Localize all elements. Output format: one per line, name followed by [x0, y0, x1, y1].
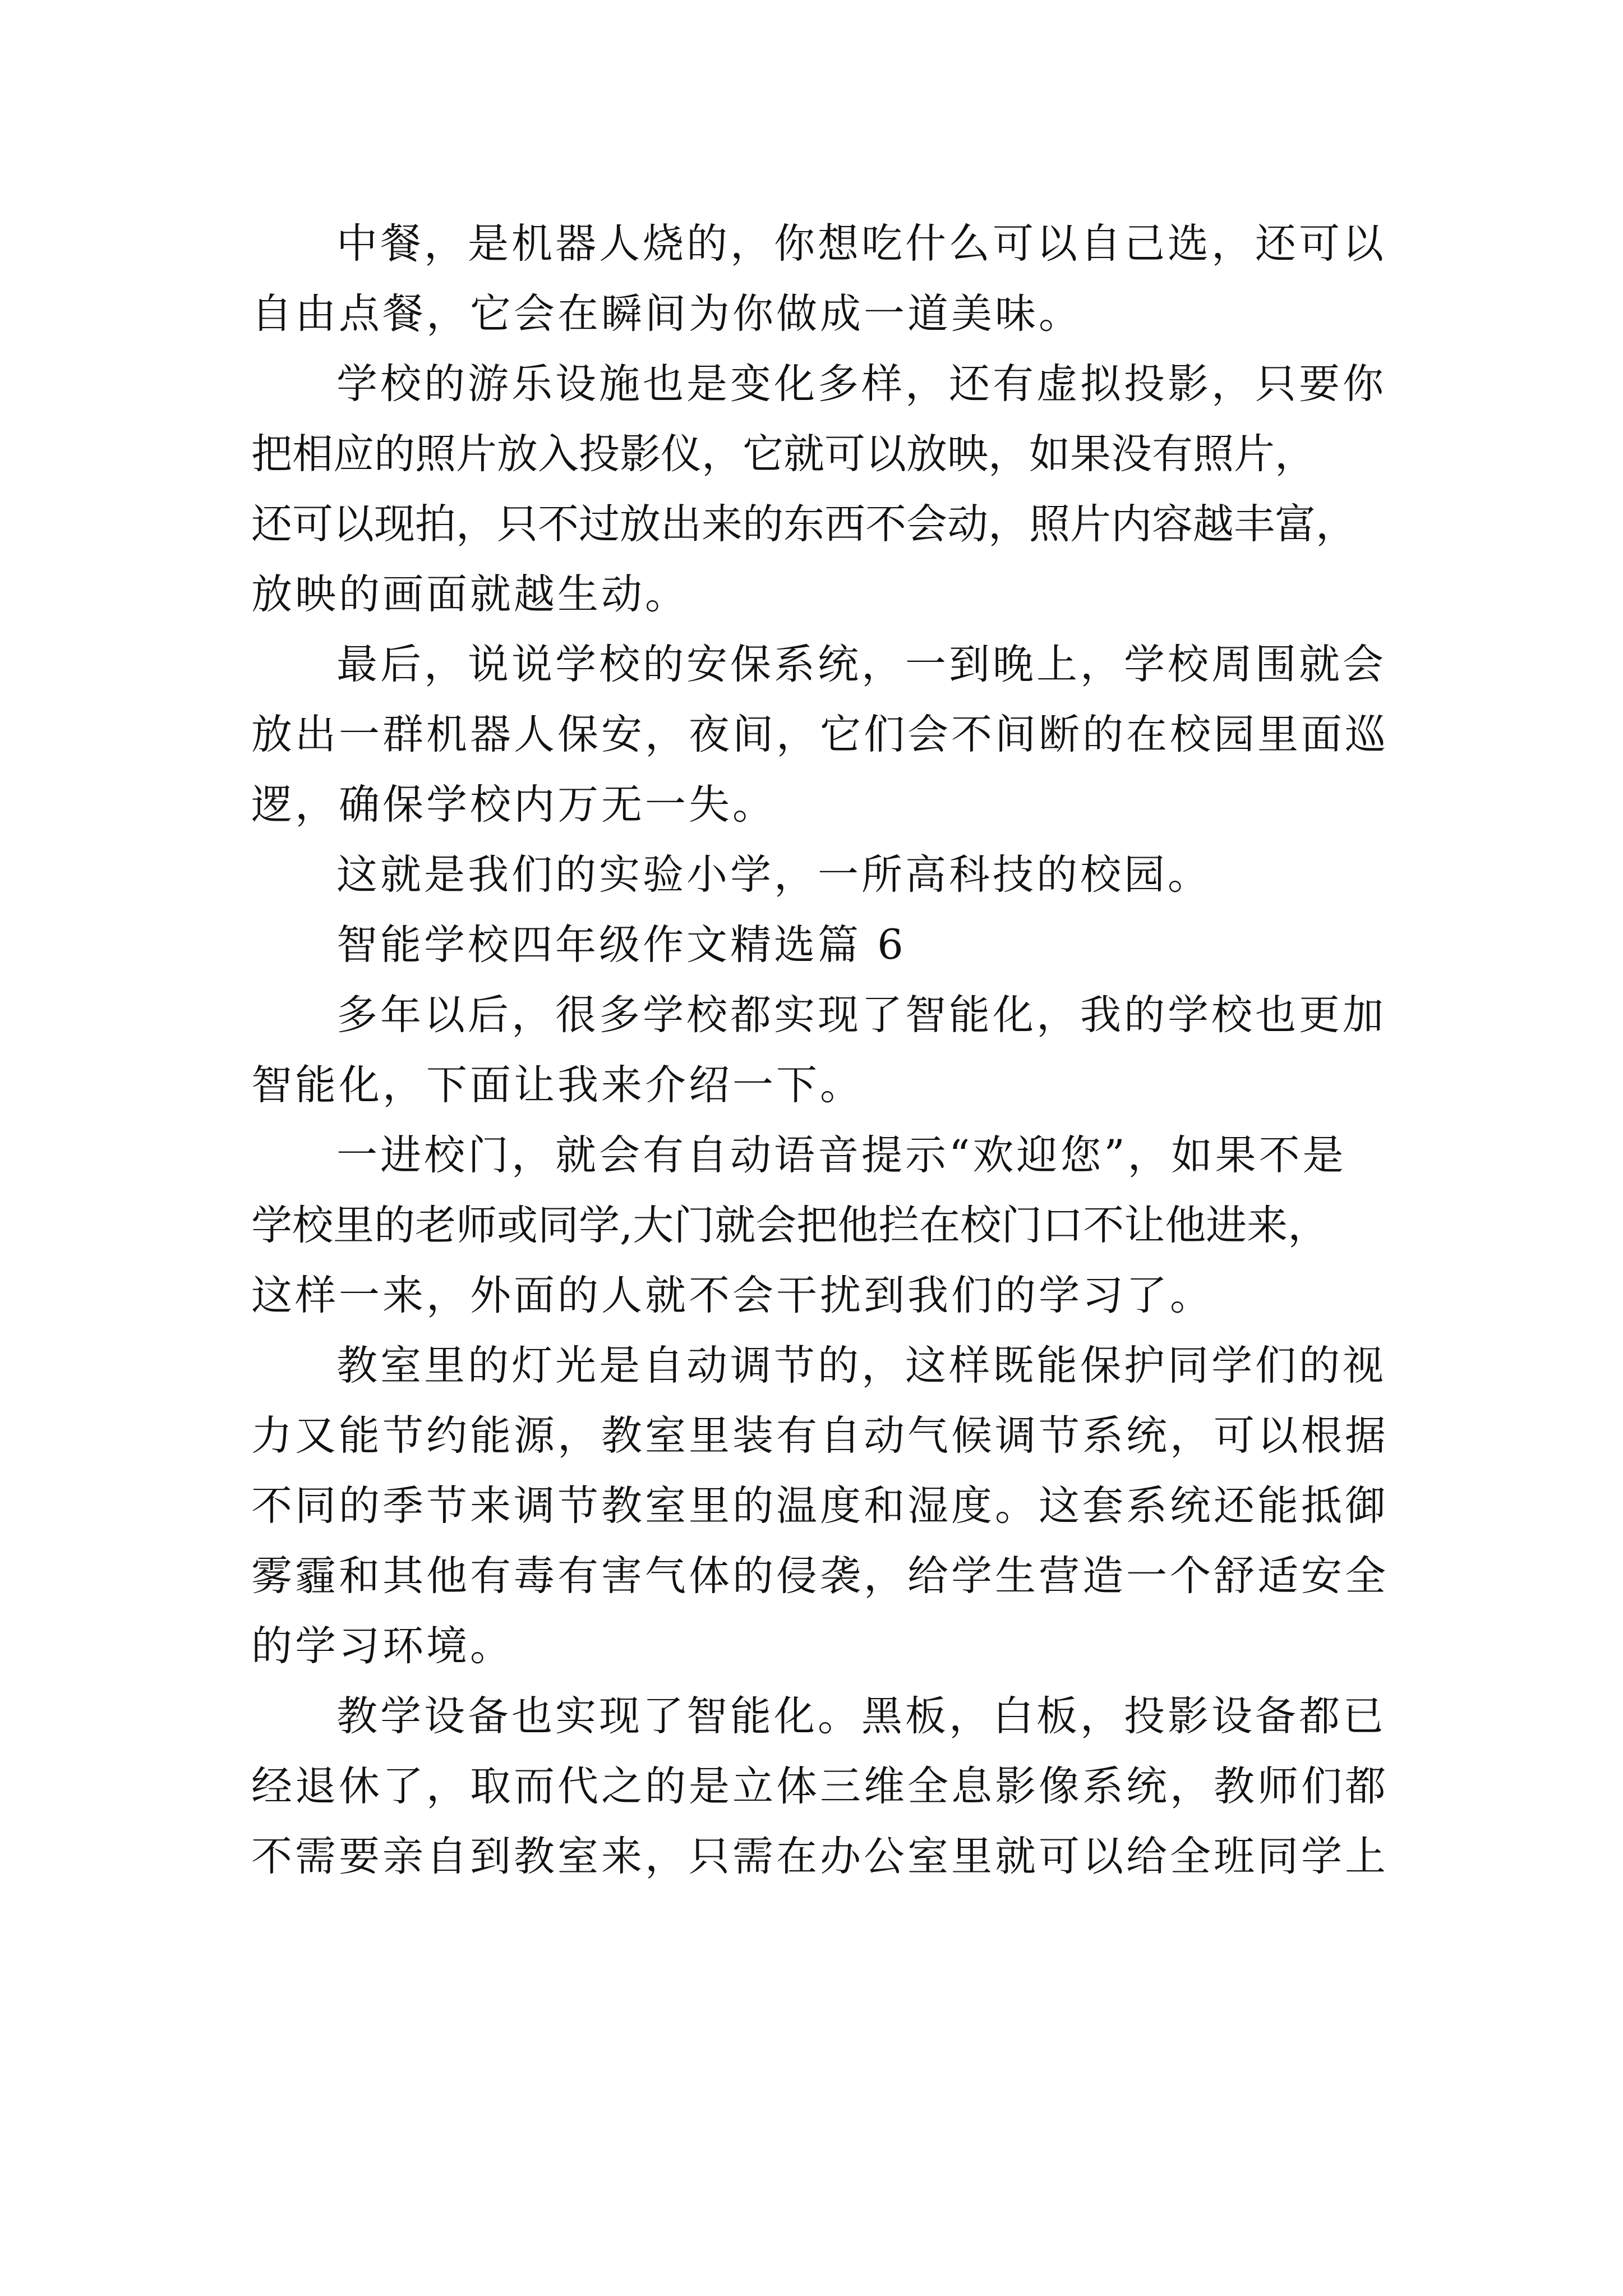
- text-line: 不需要亲自到教室来，只需在办公室里就可以给全班同学上: [251, 1833, 1389, 1880]
- text-line: 力又能节约能源，教室里装有自动气候调节系统，可以根据: [251, 1412, 1389, 1460]
- section-heading: 智能学校四年级作文精选篇 6: [336, 921, 906, 969]
- text-line: 这样一来，外面的人就不会干扰到我们的学习了。: [251, 1272, 1214, 1319]
- text-line: 教室里的灯光是自动调节的，这样既能保护同学们的视: [336, 1342, 1386, 1389]
- text-line: 把相应的照片放入投影仪，它就可以放映，如果没有照片，: [251, 430, 1316, 478]
- text-line: 自由点餐，它会在瞬间为你做成一道美味。: [251, 290, 1082, 338]
- text-line: 一进校门，就会有自动语音提示“欢迎您”，如果不是: [336, 1131, 1347, 1179]
- text-line: 智能化，下面让我来介绍一下。: [251, 1061, 864, 1109]
- text-line: 还可以现拍，只不过放出来的东西不会动，照片内容越丰富，: [251, 500, 1357, 548]
- text-line: 多年以后，很多学校都实现了智能化，我的学校也更加: [336, 991, 1386, 1039]
- text-line: 逻，确保学校内万无一失。: [251, 781, 776, 829]
- text-line: 经退休了，取而代之的是立体三维全息影像系统，教师们都: [251, 1763, 1389, 1810]
- text-line: 学校里的老师或同学,大门就会把他拦在校门口不让他进来，: [251, 1202, 1329, 1249]
- text-line: 这就是我们的实验小学，一所高科技的校园。: [336, 851, 1211, 899]
- text-line: 不同的季节来调节教室里的温度和湿度。这套系统还能抵御: [251, 1482, 1389, 1530]
- text-line: 教学设备也实现了智能化。黑板，白板，投影设备都已: [336, 1692, 1386, 1740]
- text-line: 放出一群机器人保安，夜间，它们会不间断的在校园里面巡: [251, 711, 1389, 758]
- text-line: 雾霾和其他有毒有害气体的侵袭，给学生营造一个舒适安全: [251, 1552, 1389, 1600]
- text-line: 的学习环境。: [251, 1622, 514, 1670]
- text-line: 放映的画面就越生动。: [251, 570, 689, 618]
- document-body: [251, 209, 1390, 1892]
- text-line: 学校的游乐设施也是变化多样，还有虚拟投影，只要你: [336, 360, 1386, 408]
- text-line: 中餐，是机器人烧的，你想吃什么可以自己选，还可以: [336, 220, 1386, 268]
- text-line: 最后，说说学校的安保系统，一到晚上，学校周围就会: [336, 641, 1386, 688]
